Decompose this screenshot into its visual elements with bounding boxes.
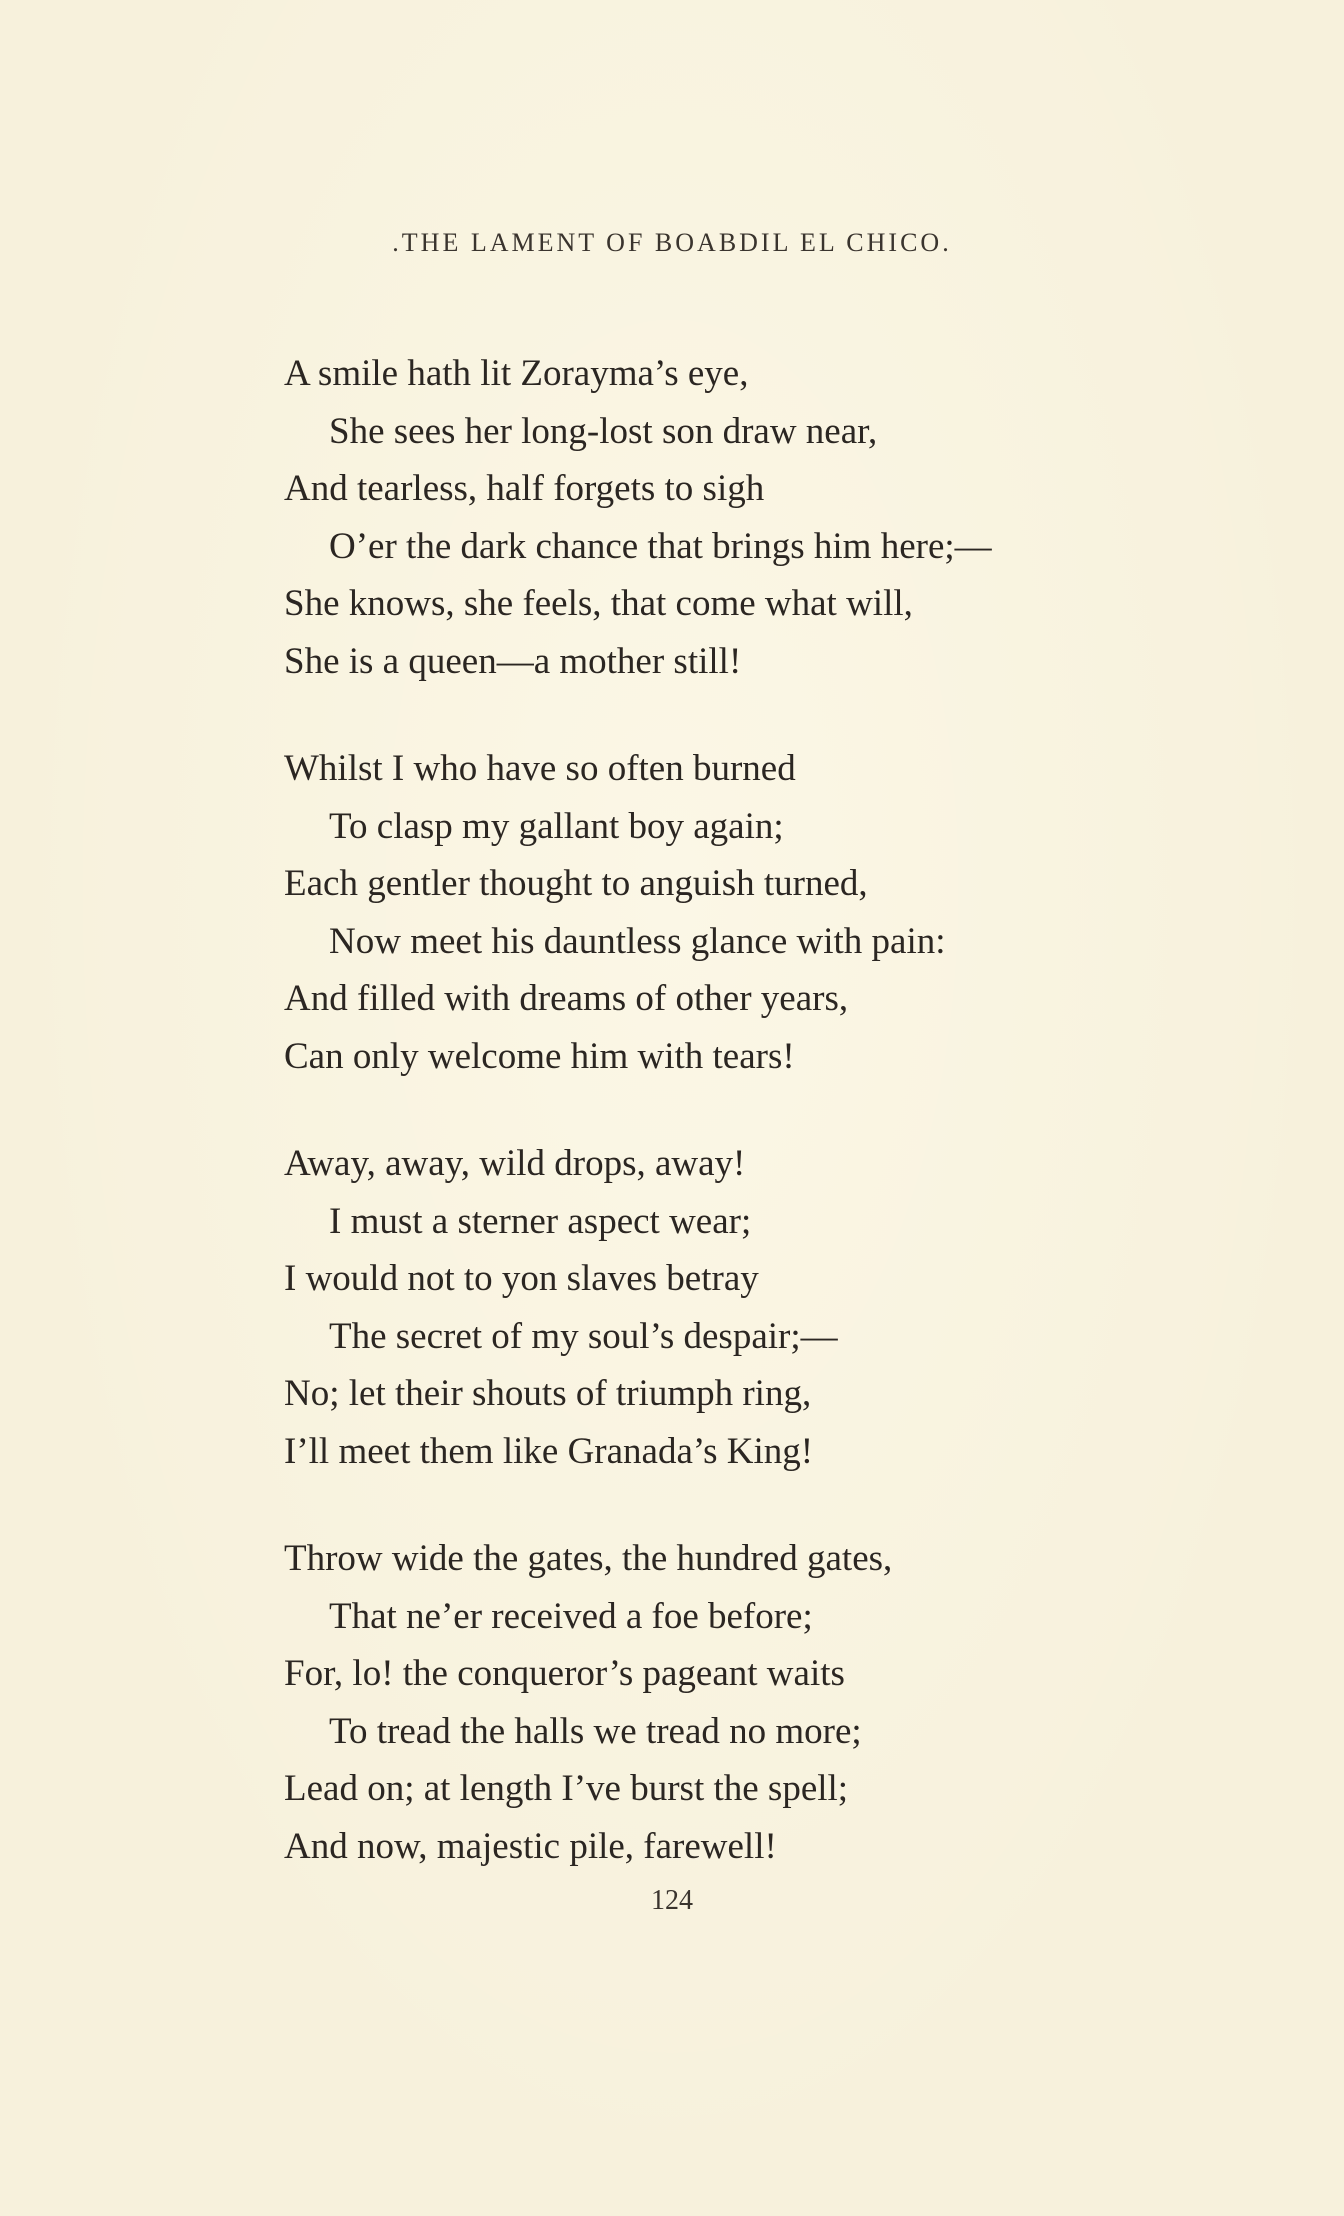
poem-line: I must a sterner aspect wear; [329,1200,752,1242]
poem-line: She knows, she feels, that come what will, [284,583,913,624]
poem-body [284,345,1244,1875]
poem-line: She is a queen—a mother still! [284,640,742,682]
poem-line: I’ll meet them like Granada’s King! [284,1430,814,1472]
poem-line: And tearless, half forgets to sigh [284,468,765,509]
poem-line: Away, away, wild drops, away! [284,1143,746,1184]
poem-line: Throw wide the gates, the hundred gates, [284,1538,893,1579]
stanza-1 [284,345,1244,690]
poem-line: I would not to yon slaves betray [284,1258,759,1299]
stanza-4 [284,1530,1244,1875]
poem-line: Now meet his dauntless glance with pain: [329,920,946,962]
poem-line: Can only welcome him with tears! [284,1035,795,1077]
page-number: 124 [651,1885,693,1916]
poem-line: Each gentler thought to anguish turned, [284,863,868,904]
stanza-3 [284,1135,1244,1480]
poem-line: A smile hath lit Zorayma’s eye, [284,353,749,394]
poem-line: The secret of my soul’s despair;— [329,1315,838,1357]
running-head: .THE LAMENT OF BOABDIL EL CHICO. [392,228,952,257]
stanza-2 [284,740,1244,1085]
poem-line: Whilst I who have so often burned [284,748,796,789]
poem-line: To clasp my gallant boy again; [329,805,784,847]
poem-line: For, lo! the conqueror’s pageant waits [284,1653,845,1694]
poem-line: And now, majestic pile, farewell! [284,1825,777,1867]
poem-line: She sees her long-lost son draw near, [329,410,878,452]
poem-line: O’er the dark chance that brings him here;— [329,525,992,567]
poem-line: To tread the halls we tread no more; [329,1710,862,1752]
poem-line: Lead on; at length I’ve burst the spell; [284,1768,849,1809]
poem-line: No; let their shouts of triumph ring, [284,1373,812,1414]
poem-line: And filled with dreams of other years, [284,978,849,1019]
poem-line: That ne’er received a foe before; [329,1595,813,1637]
